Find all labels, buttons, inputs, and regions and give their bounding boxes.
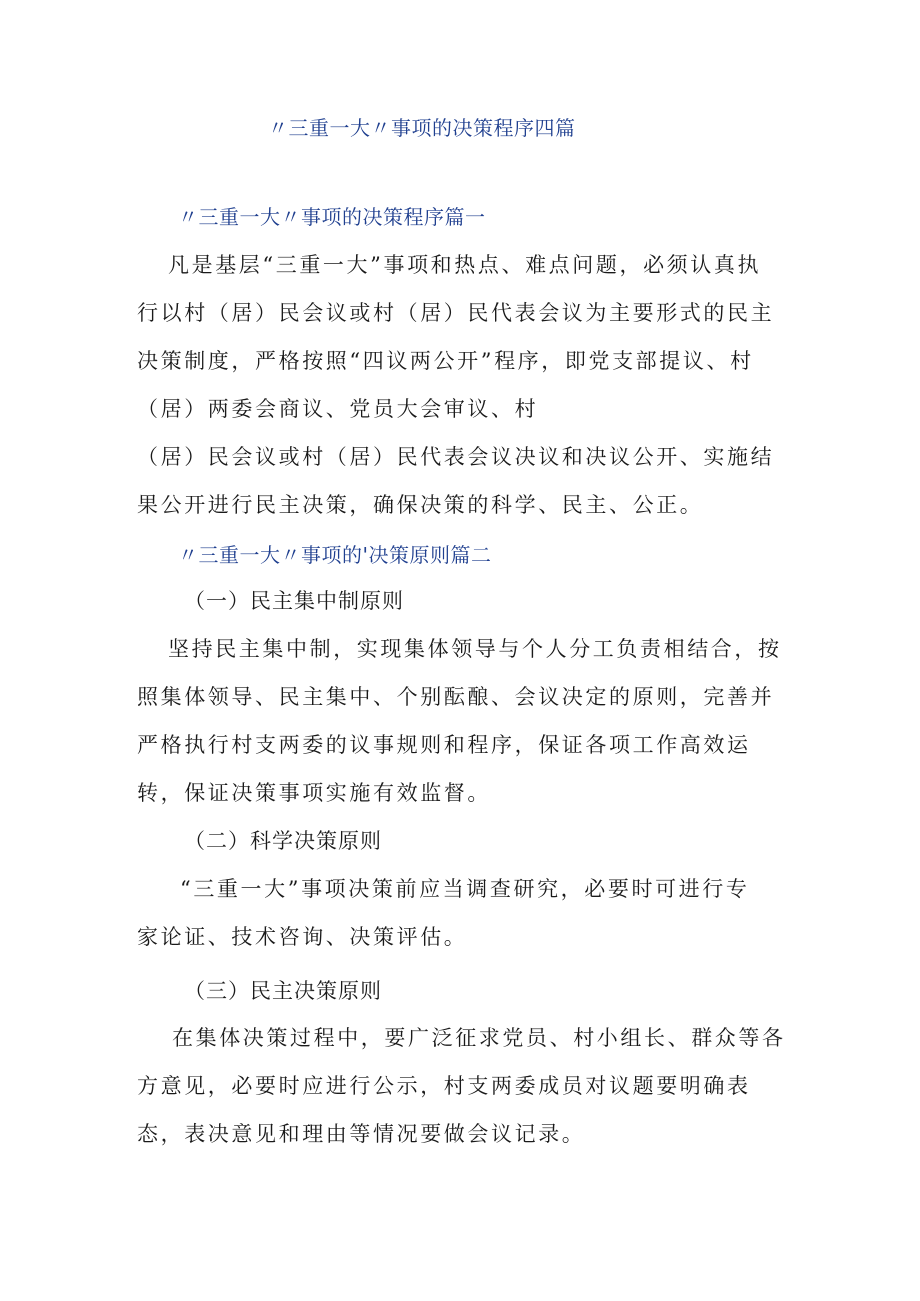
- paragraph-line: 转，保证决策事项实施有效监督。: [137, 781, 491, 805]
- document-title: 〃三重一大〃事项的决策程序四篇: [268, 116, 576, 140]
- paragraph-line: 严格执行村支两委的议事规则和程序，保证各项工作高效运: [137, 733, 751, 757]
- paragraph-line: 果公开进行民主决策，确保决策的科学、民主、公正。: [137, 493, 704, 517]
- paragraph-line: “三重一大”事项决策前应当调查研究，必要时可进行专: [180, 877, 750, 901]
- paragraph-line: 行以村（居）民会议或村（居）民代表会议为主要形式的民主: [137, 301, 775, 325]
- paragraph-line: （居）两委会商议、党员大会审议、村: [137, 397, 539, 421]
- paragraph-line: 态，表决意见和理由等情况要做会议记录。: [137, 1122, 586, 1146]
- paragraph-line: 坚持民主集中制，实现集体领导与个人分工负责相结合，按: [168, 637, 782, 661]
- paragraph-line: 方意见，必要时应进行公示，村支两委成员对议题要明确表: [137, 1074, 751, 1098]
- paragraph-line: 家论证、技术咨询、决策评估。: [137, 925, 468, 949]
- subsection-3-title: （三）民主决策原则: [184, 979, 382, 1003]
- paragraph-line: 在集体决策过程中，要广泛征求党员、村小组长、群众等各: [172, 1026, 786, 1050]
- paragraph-line: 凡是基层“三重一大”事项和热点、难点问题，必须认真执: [168, 253, 762, 277]
- section-2-heading: 〃三重一大〃事项的'决策原则篇二: [178, 543, 492, 567]
- paragraph-line: （居）民会议或村（居）民代表会议决议和决议公开、实施结: [137, 445, 775, 469]
- subsection-2-title: （二）科学决策原则: [184, 829, 382, 853]
- section-1-heading: 〃三重一大〃事项的决策程序篇一: [178, 205, 486, 229]
- subsection-1-title: （一）民主集中制原则: [184, 589, 404, 613]
- paragraph-line: 照集体领导、民主集中、个别酝酿、会议决定的原则，完善并: [137, 685, 775, 709]
- paragraph-line: 决策制度，严格按照“四议两公开”程序，即党支部提议、村: [137, 349, 754, 373]
